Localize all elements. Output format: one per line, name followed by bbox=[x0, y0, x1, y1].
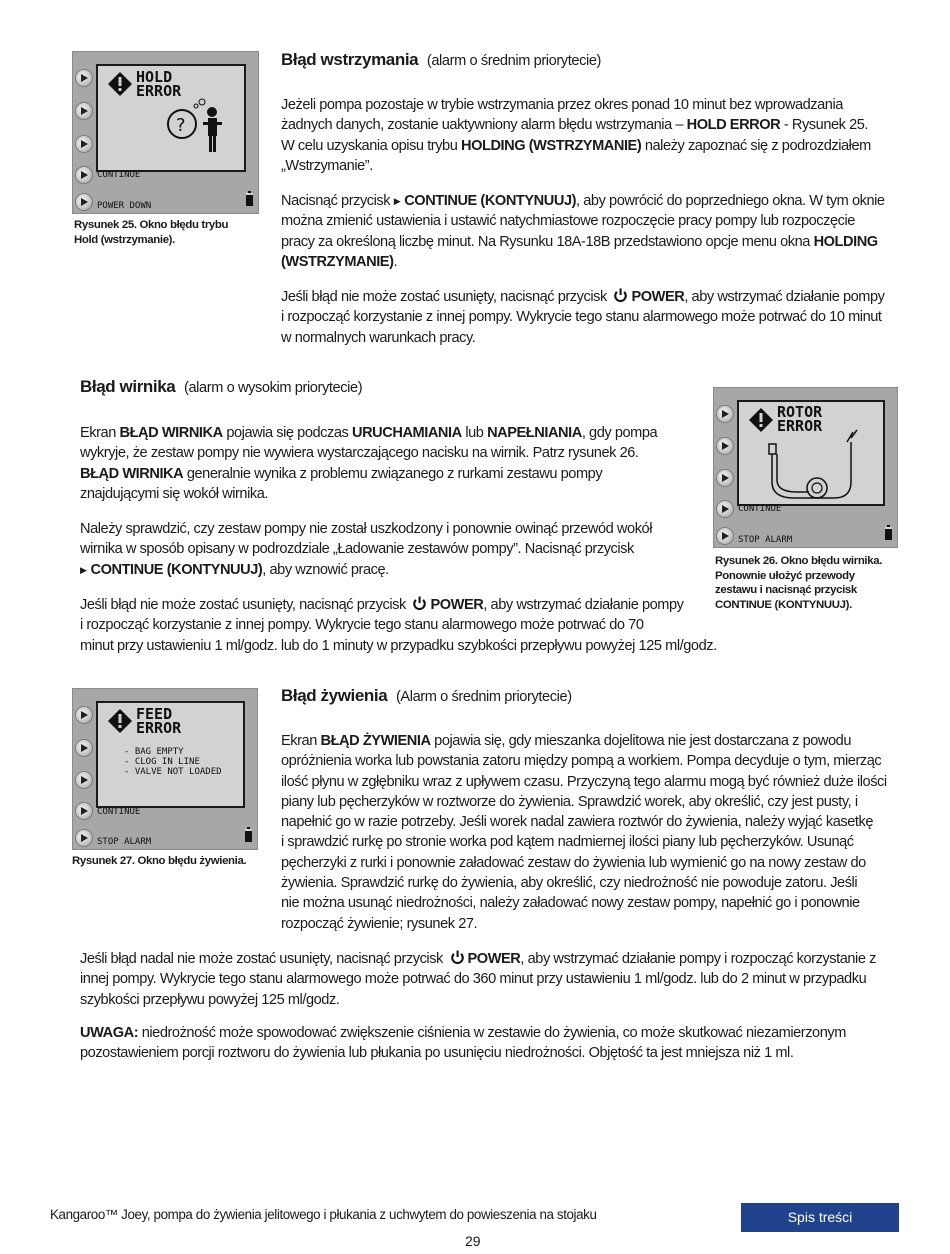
figure-26-caption: Rysunek 26. Okno błędu wirnika. Ponownie ułożyć przewody zestawu i nacisnąć przycisk CONTINUE (KONTYNUUJ). bbox=[715, 555, 883, 611]
rotor-error-paragraph-1: Ekran BŁĄD WIRNIKA pojawia się podczas URUCHAMIANIA lub NAPEŁNIANIA, gdy pompa wykryje, że zestaw pompy nie wywiera wystarczającego nacisku na wirnik. Patrz rysunek 26. BŁĄD WIRNIKA generalnie wynika z problemu związanego z rurkami zestawu pompy znajdującymi się wokół wirnika. bbox=[80, 425, 658, 502]
power-down-option: POWER DOWN bbox=[97, 201, 152, 211]
power-icon bbox=[613, 288, 628, 303]
battery-icon bbox=[885, 527, 892, 540]
note-paragraph: UWAGA: niedrożność może spowodować zwiększenie ciśnienia w zestawie do żywienia, co może skutkować niezamierzonym pozostawieniem porcji roztworu do żywienia lub płukania po usunięciu niedrożności. Objętość ta jest mniejsza niż 1 ml. bbox=[80, 1025, 846, 1062]
hold-error-paragraph-3: Jeśli błąd nie może zostać usunięty, nacisnąć przycisk POWER, aby wstrzymać działanie pompy i rozpocząć korzystanie z innej pompy. Wykrycie tego stanu alarmowego może potrwać do 10 minut w normalnych warunkach pracy. bbox=[281, 289, 885, 346]
footer-product-title: Kangaroo™ Joey, pompa do żywienia jelitowego i płukania z uchwytem do powieszenia na stojaku bbox=[50, 1207, 597, 1222]
play-icon: ▶ bbox=[80, 564, 87, 575]
hold-error-screen-figure bbox=[72, 51, 259, 214]
side-button-3 bbox=[717, 470, 733, 486]
side-button-4 bbox=[76, 803, 92, 819]
battery-icon bbox=[246, 193, 253, 206]
lcd-panel bbox=[96, 701, 245, 808]
continue-option: CONTINUE bbox=[738, 504, 782, 514]
continue-option: CONTINUE bbox=[97, 170, 141, 180]
side-button-1 bbox=[76, 70, 92, 86]
rotor-error-heading: Błąd wirnika (alarm o wysokim priorytecie) bbox=[80, 377, 363, 396]
rotor-error-paragraph-2: Należy sprawdzić, czy zestaw pompy nie został uszkodzony i ponownie owinąć przewód wokół wirnika w sposób opisany w podrozdziale „Ładowanie zestawów pompy”. Nacisnąć przycisk ▶ CONTINUE (KONTYNUUJ), aby wznowić pracę. bbox=[80, 521, 652, 578]
figure-27-caption: Rysunek 27. Okno błędu żywienia. bbox=[72, 855, 247, 867]
side-button-4 bbox=[76, 167, 92, 183]
screen-item-valve: - VALVE NOT LOADED bbox=[124, 767, 222, 777]
page-number: 29 bbox=[465, 1233, 481, 1249]
rotor-error-paragraph-3: Jeśli błąd nie może zostać usunięty, nacisnąć przycisk POWER, aby wstrzymać działanie pompy i rozpocząć korzystanie z innej pompy. Wykrycie tego stanu alarmowego może potrwać do 70 minut przy ustawieniu 1 ml/godz. lub do 1 minuty w przypadku szybkości przepływu powyżej 125 ml/godz. bbox=[80, 597, 717, 654]
hold-error-paragraph-2: Nacisnąć przycisk ▶ CONTINUE (KONTYNUUJ), aby powrócić do poprzedniego okna. W tym oknie można zmienić ustawienia i ustawić natychmiastowe rozpoczęcie pracy pompy lub rozpoczęcie pracy za określoną liczbę minut. Na Rysunku 18A-18B przedstawiono opcje menu okna HOLDING (WSTRZYMANIE). bbox=[281, 193, 885, 270]
screen-title-line2: ERROR bbox=[136, 719, 182, 737]
screen-title: HOLD bbox=[136, 68, 173, 86]
feed-error-paragraph-2: Jeśli błąd nadal nie może zostać usunięty, nacisnąć przycisk POWER, aby wstrzymać działanie pompy i rozpocząć korzystanie z innej pompy. Wykrycie tego stanu alarmowego może potrwać do 360 minut przy ustawieniu 1 ml/godz. lub do 2 minut w przypadku szybkości przepływu powyżej 125 ml/godz. bbox=[80, 951, 876, 1008]
screen-title-line2: ERROR bbox=[777, 417, 823, 435]
screen-title: ROTOR bbox=[777, 403, 823, 421]
screen-item-clog: - CLOG IN LINE bbox=[124, 757, 200, 767]
power-icon bbox=[450, 950, 465, 965]
side-button-2 bbox=[76, 103, 92, 119]
side-button-5 bbox=[76, 830, 92, 846]
hold-error-paragraph-1: Jeżeli pompa pozostaje w trybie wstrzymania przez okres ponad 10 minut bez wprowadzania żadnych danych, zostanie uaktywniony alarm błędu wstrzymania – HOLD ERROR - Rysunek 25. W celu uzyskania opisu trybu HOLDING (WSTRZYMANIE) należy zapoznać się z podrozdziałem „Wstrzymanie”. bbox=[281, 97, 871, 174]
side-button-3 bbox=[76, 136, 92, 152]
side-button-2 bbox=[717, 438, 733, 454]
side-button-1 bbox=[717, 406, 733, 422]
play-icon: ▶ bbox=[393, 196, 401, 206]
stop-alarm-option: STOP ALARM bbox=[738, 535, 793, 545]
side-button-3 bbox=[76, 772, 92, 788]
side-button-2 bbox=[76, 740, 92, 756]
side-button-5 bbox=[717, 528, 733, 544]
screen-title: FEED bbox=[136, 705, 173, 723]
svg-text:?: ? bbox=[176, 115, 186, 136]
screen-item-bag-empty: - BAG EMPTY bbox=[124, 747, 184, 757]
continue-option: CONTINUE bbox=[97, 807, 141, 817]
rotor-error-screen-figure bbox=[713, 387, 898, 548]
figure-25-caption: Rysunek 25. Okno błędu trybu Hold (wstrzymanie). bbox=[74, 219, 229, 246]
battery-icon bbox=[245, 829, 252, 842]
feed-error-paragraph-1: Ekran BŁĄD ŻYWIENIA pojawia się, gdy mieszanka dojelitowa nie jest dostarczana z powodu opróżnienia worka lub powstania zatoru między pompą a workiem. Pompa decyduje o tym, mierząc ilość płynu w zgłębniku wraz z upływem czasu. Przyczyną tego alarmu mogą być również duże ilości piany lub pęcherzyków w roztworze do żywienia. Sprawdzić worek, aby określić, czy jest pusty, i napełnić go w razie potrzeby. Jeśli worek nadal zawiera roztwór do żywienia, należy wyjąć kasetkę i sprawdzić rurkę po stronie worka pod kątem nadmiernej ilości piany lub pęcherzyków. Usunąć pęcherzyki z rurki i ponownie załadować zestaw do żywienia lub wymienić go na nowy zestaw do żywienia. Sprawdzić rurkę do żywienia, aby określić, czy niedrożność nie powoduje zatoru. Jeśli nie można usunąć niedrożności, należy załadować nowy zestaw pompy, napełnić go i ponownie rozpocząć żywienie; rysunek 27. bbox=[281, 733, 887, 932]
screen-title-line2: ERROR bbox=[136, 82, 182, 100]
side-button-4 bbox=[717, 501, 733, 517]
stop-alarm-option: STOP ALARM bbox=[97, 837, 152, 847]
table-of-contents-button[interactable]: Spis treści bbox=[741, 1203, 899, 1232]
feed-error-screen-figure bbox=[72, 688, 258, 850]
hold-error-heading: Błąd wstrzymania (alarm o średnim priorytecie) bbox=[281, 50, 601, 69]
power-icon bbox=[412, 596, 427, 611]
lcd-panel bbox=[96, 64, 246, 172]
feed-error-heading: Błąd żywienia (Alarm o średnim priorytecie) bbox=[281, 686, 572, 705]
side-button-1 bbox=[76, 707, 92, 723]
lcd-panel bbox=[737, 400, 885, 506]
side-button-5 bbox=[76, 194, 92, 210]
